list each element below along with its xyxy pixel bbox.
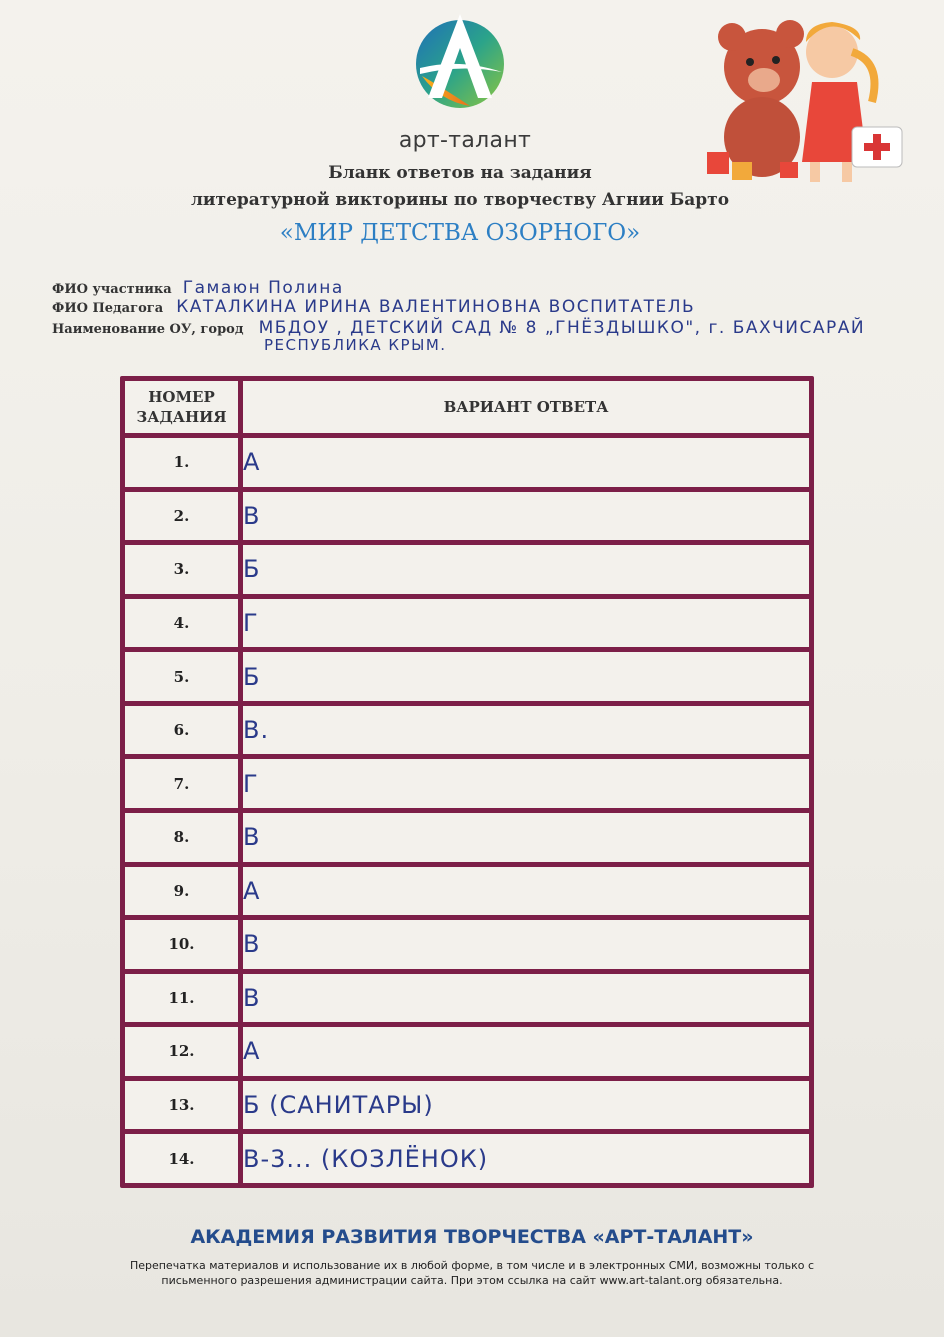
table-row [125, 974, 809, 1023]
task-number: 4. [125, 599, 238, 648]
answer-value: А [243, 867, 809, 916]
task-number: 6. [125, 706, 238, 755]
title-block [150, 160, 770, 250]
organization-value-line2: РЕСПУБЛИКА КРЫМ. [264, 336, 447, 354]
answer-table-frame [120, 376, 814, 1188]
teacher-value: КАТАЛКИНА ИРИНА ВАЛЕНТИНОВНА ВОСПИТАТЕЛЬ [176, 297, 696, 317]
answer-value: А [243, 1027, 809, 1076]
answer-rows [125, 438, 809, 1183]
organization-value: МБДОУ , ДЕТСКИЙ САД № 8 „ГНЁЗДЫШКО", г. БАХЧИСАРАЙ [258, 318, 866, 338]
participant-value: Гамаюн Полина [182, 278, 344, 298]
table-header-row [125, 381, 809, 433]
table-row [125, 599, 809, 648]
answer-value: Г [243, 759, 809, 808]
task-number: 11. [125, 974, 238, 1023]
column-header-answer: ВАРИАНТ ОТВЕТА [243, 381, 809, 433]
task-number: 2. [125, 492, 238, 541]
participant-label: ФИО участника [52, 282, 172, 297]
answer-value: Б [243, 652, 809, 701]
answer-value: В-3... (КОЗЛЁНОК) [243, 1134, 809, 1183]
task-number: 7. [125, 759, 238, 808]
task-number: 10. [125, 920, 238, 969]
footer-notice [80, 1258, 864, 1288]
answer-value: Б [243, 545, 809, 594]
column-header-number: НОМЕР ЗАДАНИЯ [125, 381, 238, 433]
title-line-2: литературной викторины по творчеству Агнии Барто [190, 190, 730, 210]
participant-row [52, 278, 344, 298]
answer-value: В. [243, 706, 809, 755]
art-talant-logo [410, 6, 510, 116]
teacher-row [52, 297, 695, 317]
task-number: 8. [125, 813, 238, 862]
teacher-label: ФИО Педагога [52, 301, 164, 316]
answer-table [120, 376, 814, 1188]
footer-title: АКАДЕМИЯ РАЗВИТИЯ ТВОРЧЕСТВА «АРТ-ТАЛАНТ» [190, 1226, 754, 1248]
table-row [125, 1027, 809, 1076]
task-number: 5. [125, 652, 238, 701]
task-number: 14. [125, 1134, 238, 1183]
table-row [125, 545, 809, 594]
table-row [125, 813, 809, 862]
footer-notice-line-1: Перепечатка материалов и использование их в любой форме, в том числе и в электронных СМИ, возможны только с [129, 1259, 815, 1272]
table-row [125, 867, 809, 916]
answer-value: В [243, 974, 809, 1023]
table-row [125, 1081, 809, 1130]
brand-name: арт-талант [398, 128, 532, 153]
table-row [125, 920, 809, 969]
table-row [125, 706, 809, 755]
answer-value: Б (САНИТАРЫ) [243, 1081, 809, 1130]
task-number: 12. [125, 1027, 238, 1076]
task-number: 1. [125, 438, 238, 487]
answer-value: А [243, 438, 809, 487]
task-number: 3. [125, 545, 238, 594]
quiz-title: «МИР ДЕТСТВА ОЗОРНОГО» [279, 220, 641, 246]
table-row [125, 652, 809, 701]
answer-value: В [243, 813, 809, 862]
answer-value: Г [243, 599, 809, 648]
table-row [125, 1134, 809, 1183]
task-number: 13. [125, 1081, 238, 1130]
table-row [125, 438, 809, 487]
table-row [125, 759, 809, 808]
task-number: 9. [125, 867, 238, 916]
table-row [125, 492, 809, 541]
title-line-1: Бланк ответов на задания [328, 163, 592, 183]
footer-notice-line-2: письменного разрешения администрации сайта. При этом ссылка на сайт www.art-talant.org обязательна. [161, 1274, 783, 1287]
answer-value: В [243, 492, 809, 541]
organization-label: Наименование ОУ, город [52, 322, 244, 337]
answer-value: В [243, 920, 809, 969]
organization-row [52, 318, 865, 338]
